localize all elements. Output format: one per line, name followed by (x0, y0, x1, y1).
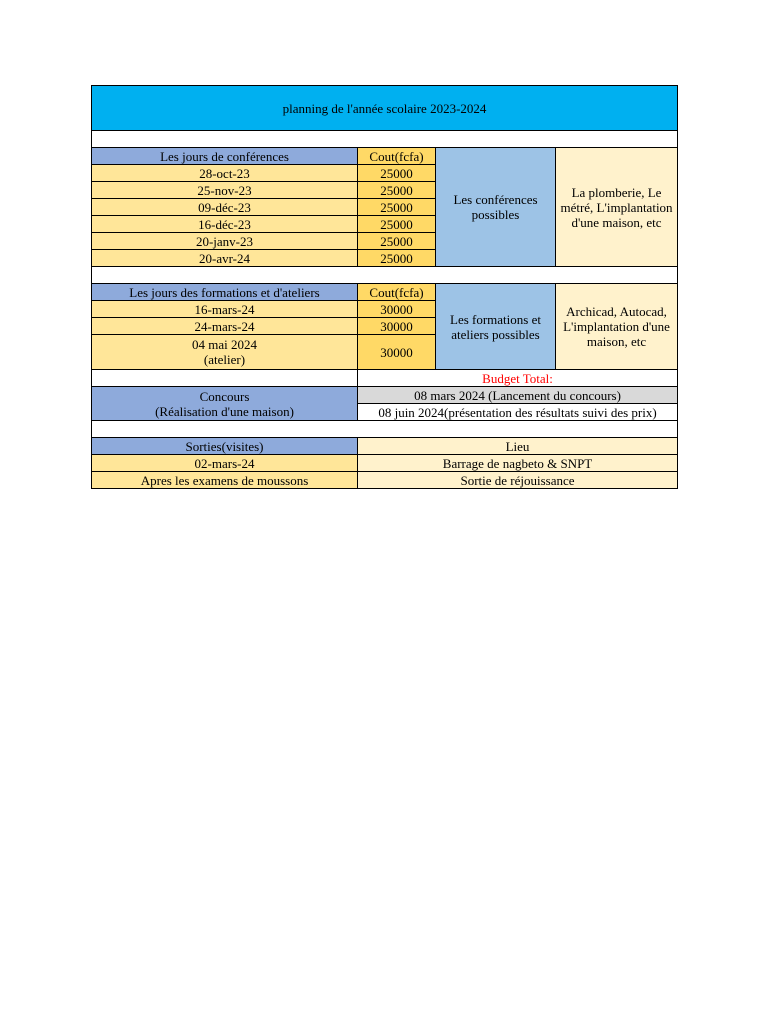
conferences-topics (556, 148, 678, 267)
empty-cell (92, 131, 678, 148)
conferences-cost-header: Cout(fcfa) (358, 148, 436, 165)
conference-cost: 25000 (358, 250, 436, 267)
conference-date: 20-janv-23 (92, 233, 358, 250)
conference-cost: 25000 (358, 233, 436, 250)
formations-topics (556, 284, 678, 370)
planning-table (91, 85, 678, 489)
conferences-header-row (92, 148, 678, 165)
sheet-title: planning de l'année scolaire 2023-2024 (92, 86, 678, 131)
conferences-possible-label (436, 148, 556, 267)
budget-row (92, 370, 678, 387)
formations-header-row (92, 284, 678, 301)
sortie-when: 02-mars-24 (92, 455, 358, 472)
conference-date: 16-déc-23 (92, 216, 358, 233)
workshop-cost: 30000 (358, 335, 436, 370)
conference-cost: 25000 (358, 182, 436, 199)
empty-cell (92, 421, 678, 438)
concours-row (92, 387, 678, 404)
concours-label: Concours (199, 388, 250, 404)
formation-date: 16-mars-24 (92, 301, 358, 318)
workshop-date-cell (92, 335, 358, 370)
sorties-place-header: Lieu (358, 438, 678, 455)
table-row (92, 455, 678, 472)
sorties-header: Sorties(visites) (92, 438, 358, 455)
workshop-date: 04 mai 2024 (192, 337, 257, 352)
conferences-possible-text: Les conférences possibles (453, 192, 538, 222)
sortie-place: Sortie de réjouissance (358, 472, 678, 489)
conference-date: 20-avr-24 (92, 250, 358, 267)
title-row (92, 86, 678, 131)
concours-results: 08 juin 2024(présentation des résultats suivi des prix) (358, 404, 678, 421)
conference-cost: 25000 (358, 165, 436, 182)
conferences-topics-text: La plomberie, Le métré, L'implantation d'une maison, etc (560, 184, 673, 230)
conference-date: 25-nov-23 (92, 182, 358, 199)
formation-cost: 30000 (358, 318, 436, 335)
formation-date: 24-mars-24 (92, 318, 358, 335)
table-row (92, 472, 678, 489)
sorties-header-row (92, 438, 678, 455)
budget-label: Budget Total: (358, 370, 678, 387)
formation-cost: 30000 (358, 301, 436, 318)
sortie-place: Barrage de nagbeto & SNPT (358, 455, 678, 472)
concours-sublabel: (Réalisation d'une maison) (155, 403, 294, 419)
formations-possible-text: Les formations et ateliers possibles (450, 311, 541, 342)
formations-days-header: Les jours des formations et d'ateliers (92, 284, 358, 301)
concours-cell (92, 387, 358, 421)
formations-topics-text: Archicad, Autocad, L'implantation d'une maison, etc (563, 304, 670, 349)
conference-cost: 25000 (358, 216, 436, 233)
conference-date: 09-déc-23 (92, 199, 358, 216)
sortie-when: Apres les examens de moussons (92, 472, 358, 489)
spacer-row (92, 267, 678, 284)
conference-cost: 25000 (358, 199, 436, 216)
empty-cell (92, 267, 678, 284)
spacer-row (92, 131, 678, 148)
concours-launch: 08 mars 2024 (Lancement du concours) (358, 387, 678, 404)
formations-possible-label (436, 284, 556, 370)
formations-cost-header: Cout(fcfa) (358, 284, 436, 301)
conferences-days-header: Les jours de conférences (92, 148, 358, 165)
workshop-note: (atelier) (203, 352, 246, 367)
empty-cell (92, 370, 358, 387)
conference-date: 28-oct-23 (92, 165, 358, 182)
spacer-row (92, 421, 678, 438)
